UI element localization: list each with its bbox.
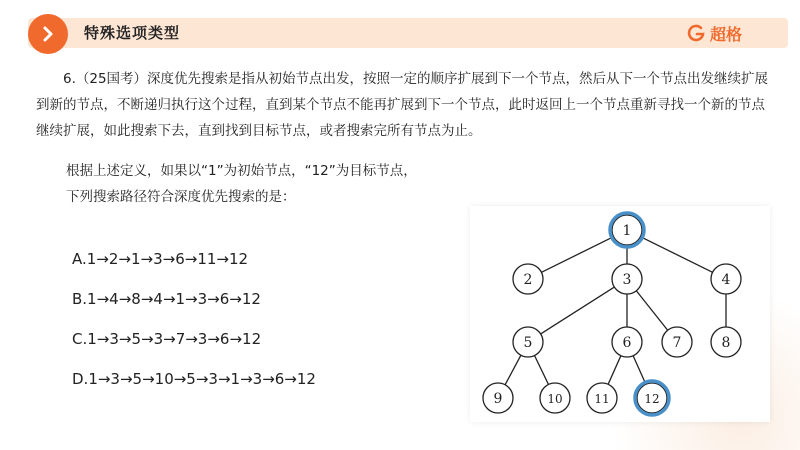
tree-edge-6-11 bbox=[608, 356, 621, 385]
tree-diagram-card bbox=[470, 206, 770, 422]
tree-edge-1-2 bbox=[541, 237, 613, 273]
section-title: 特殊选项类型 bbox=[84, 24, 181, 42]
tree-node-4 bbox=[711, 264, 741, 294]
header-badge bbox=[28, 14, 68, 54]
tree-edge-5-9 bbox=[505, 355, 521, 385]
brand-name: 超格 bbox=[710, 24, 743, 44]
tree-diagram bbox=[470, 206, 770, 422]
option-d[interactable]: D.1→3→5→10→5→3→1→3→6→12 bbox=[72, 370, 316, 388]
option-a[interactable]: A.1→2→1→3→6→11→12 bbox=[72, 250, 249, 268]
tree-edge-3-7 bbox=[636, 291, 667, 331]
tree-node-label: 8 bbox=[721, 335, 731, 351]
tree-node-label: 2 bbox=[523, 272, 533, 288]
question-text: 6.（25国考）深度优先搜索是指从初始节点出发，按照一定的顺序扩展到下一个节点，然后从下一个节点出发继续扩展到新的节点，不断递归执行这个过程，直到某个节点不能再扩展到下一个节点，此时返回上一个节点重新寻找一个新的节点继续扩展，如此搜索下去，直到找到目标节点，或者搜索完所有节点为止。 bbox=[36, 71, 769, 139]
tree-node-label: 11 bbox=[594, 392, 610, 406]
option-b[interactable]: B.1→4→8→4→1→3→6→12 bbox=[72, 290, 261, 308]
tree-node-1 bbox=[610, 213, 644, 247]
tree-node-6 bbox=[612, 327, 642, 357]
tree-node-label: 9 bbox=[493, 391, 503, 407]
tree-node-10 bbox=[540, 383, 570, 413]
tree-edge-5-10 bbox=[535, 356, 549, 385]
brand-g-icon bbox=[686, 23, 706, 43]
tree-node-label: 7 bbox=[672, 335, 682, 351]
tree-node-label: 3 bbox=[622, 272, 632, 288]
chevron-right-icon bbox=[39, 25, 57, 43]
tree-node-12 bbox=[635, 381, 669, 415]
tree-node-label: 10 bbox=[547, 392, 563, 406]
tree-edge-6-12 bbox=[633, 356, 646, 385]
tree-edge-3-5 bbox=[541, 287, 615, 334]
question-prompt bbox=[66, 158, 417, 210]
prompt-line-1: 根据上述定义，如果以“1”为初始节点，“12”为目标节点， bbox=[66, 163, 417, 179]
tree-node-label: 5 bbox=[523, 335, 533, 351]
tree-node-label: 1 bbox=[622, 223, 632, 239]
tree-node-7 bbox=[662, 327, 692, 357]
tree-node-label: 12 bbox=[644, 392, 660, 406]
tree-node-label: 6 bbox=[622, 335, 632, 351]
prompt-line-2: 下列搜索路径符合深度优先搜索的是： bbox=[66, 189, 296, 205]
tree-node-3 bbox=[612, 264, 642, 294]
tree-node-9 bbox=[483, 383, 513, 413]
brand-logo bbox=[686, 20, 742, 46]
option-c[interactable]: C.1→3→5→3→7→3→6→12 bbox=[72, 330, 262, 348]
tree-node-8 bbox=[711, 327, 741, 357]
tree-node-11 bbox=[587, 383, 617, 413]
tree-node-5 bbox=[513, 327, 543, 357]
tree-node-label: 4 bbox=[721, 272, 731, 288]
tree-edge-1-4 bbox=[640, 237, 712, 273]
tree-node-2 bbox=[513, 264, 543, 294]
